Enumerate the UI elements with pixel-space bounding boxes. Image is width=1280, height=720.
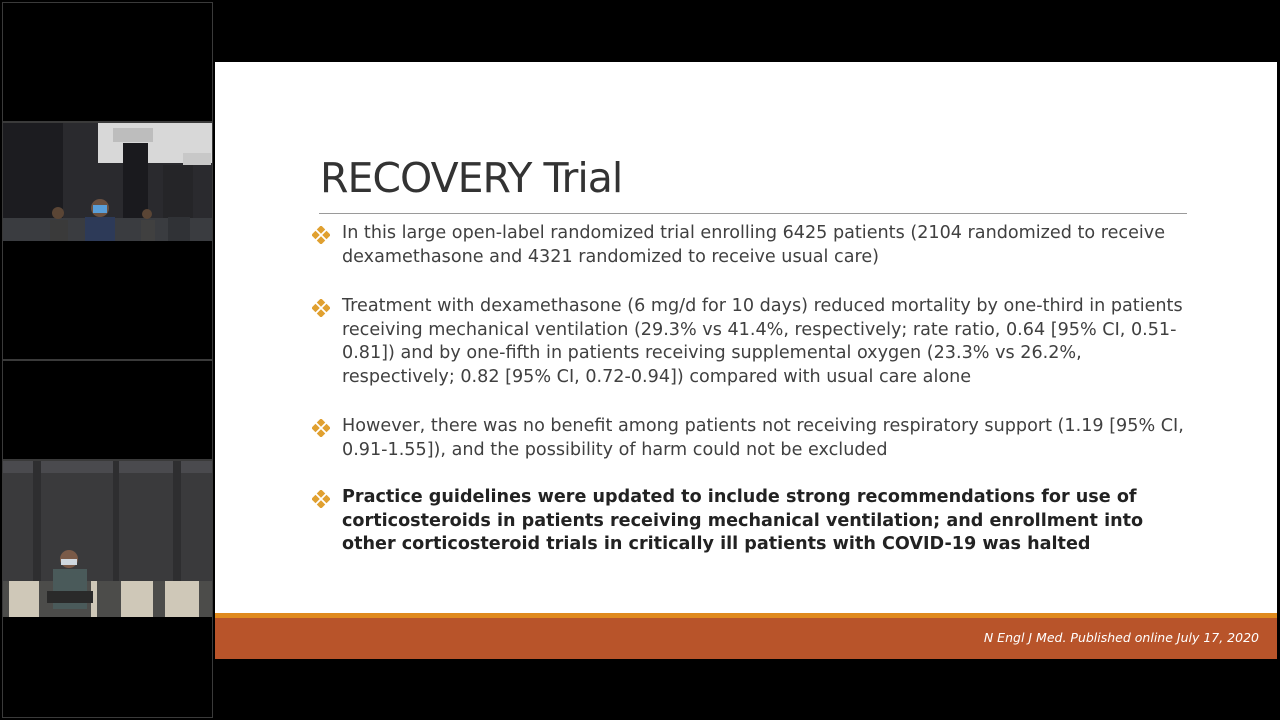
diamond-bullet-icon bbox=[312, 226, 330, 244]
diamond-bullet-icon bbox=[312, 490, 330, 508]
bullet-item-guidelines bbox=[312, 486, 1187, 557]
participant-tile-empty-1[interactable] bbox=[2, 2, 213, 122]
title-divider bbox=[319, 213, 1187, 214]
bullet-item-mortality bbox=[312, 295, 1187, 389]
conference-room-video bbox=[3, 123, 212, 359]
participant-tile-empty-2[interactable] bbox=[2, 360, 213, 460]
participant-video-sidebar bbox=[0, 0, 215, 720]
bullet-text: Practice guidelines were updated to include strong recommendations for use of corticosteroids in patients receiving mechanical ventilation; and enrollment into other corticosteroid trials in critically ill patients with COVID-19 was halted bbox=[342, 487, 1144, 554]
slide-title: RECOVERY Trial bbox=[320, 154, 623, 202]
diamond-bullet-icon bbox=[312, 299, 330, 317]
bullet-text: However, there was no benefit among patients not receiving respiratory support (1.19 [95% CI, 0.91-1.55]), and the possibility of harm could not be excluded bbox=[342, 416, 1184, 460]
footer-accent-stripe bbox=[215, 613, 1277, 618]
citation-text: N Engl J Med. Published online July 17, 2020 bbox=[983, 630, 1259, 645]
bullet-text: In this large open-label randomized trial enrolling 6425 patients (2104 randomized to receive dexamethasone and 4321 randomized to receive usual care) bbox=[342, 223, 1166, 267]
seated-speaker-video bbox=[3, 461, 212, 717]
bullet-item-no-benefit bbox=[312, 415, 1187, 462]
participant-tile-seated-speaker[interactable] bbox=[2, 460, 213, 718]
bullet-item-enrollment bbox=[312, 222, 1187, 269]
bullet-list bbox=[312, 222, 1187, 583]
bullet-text: Treatment with dexamethasone (6 mg/d for 10 days) reduced mortality by one-third in patients receiving mechanical ventilation (29.3% vs 41.4%, respectively; rate ratio, 0.64 [95% CI, 0.51-0.81]) and by one-fifth in patients receiving supplemental oxygen (23.3% vs 26.2%, respectively; 0.82 [95% CI, 0.72-0.94]) compared with usual care alone bbox=[342, 296, 1183, 387]
slide-footer-bar bbox=[215, 613, 1277, 659]
diamond-bullet-icon bbox=[312, 419, 330, 437]
presentation-slide bbox=[215, 62, 1277, 659]
participant-tile-conference-room[interactable] bbox=[2, 122, 213, 360]
